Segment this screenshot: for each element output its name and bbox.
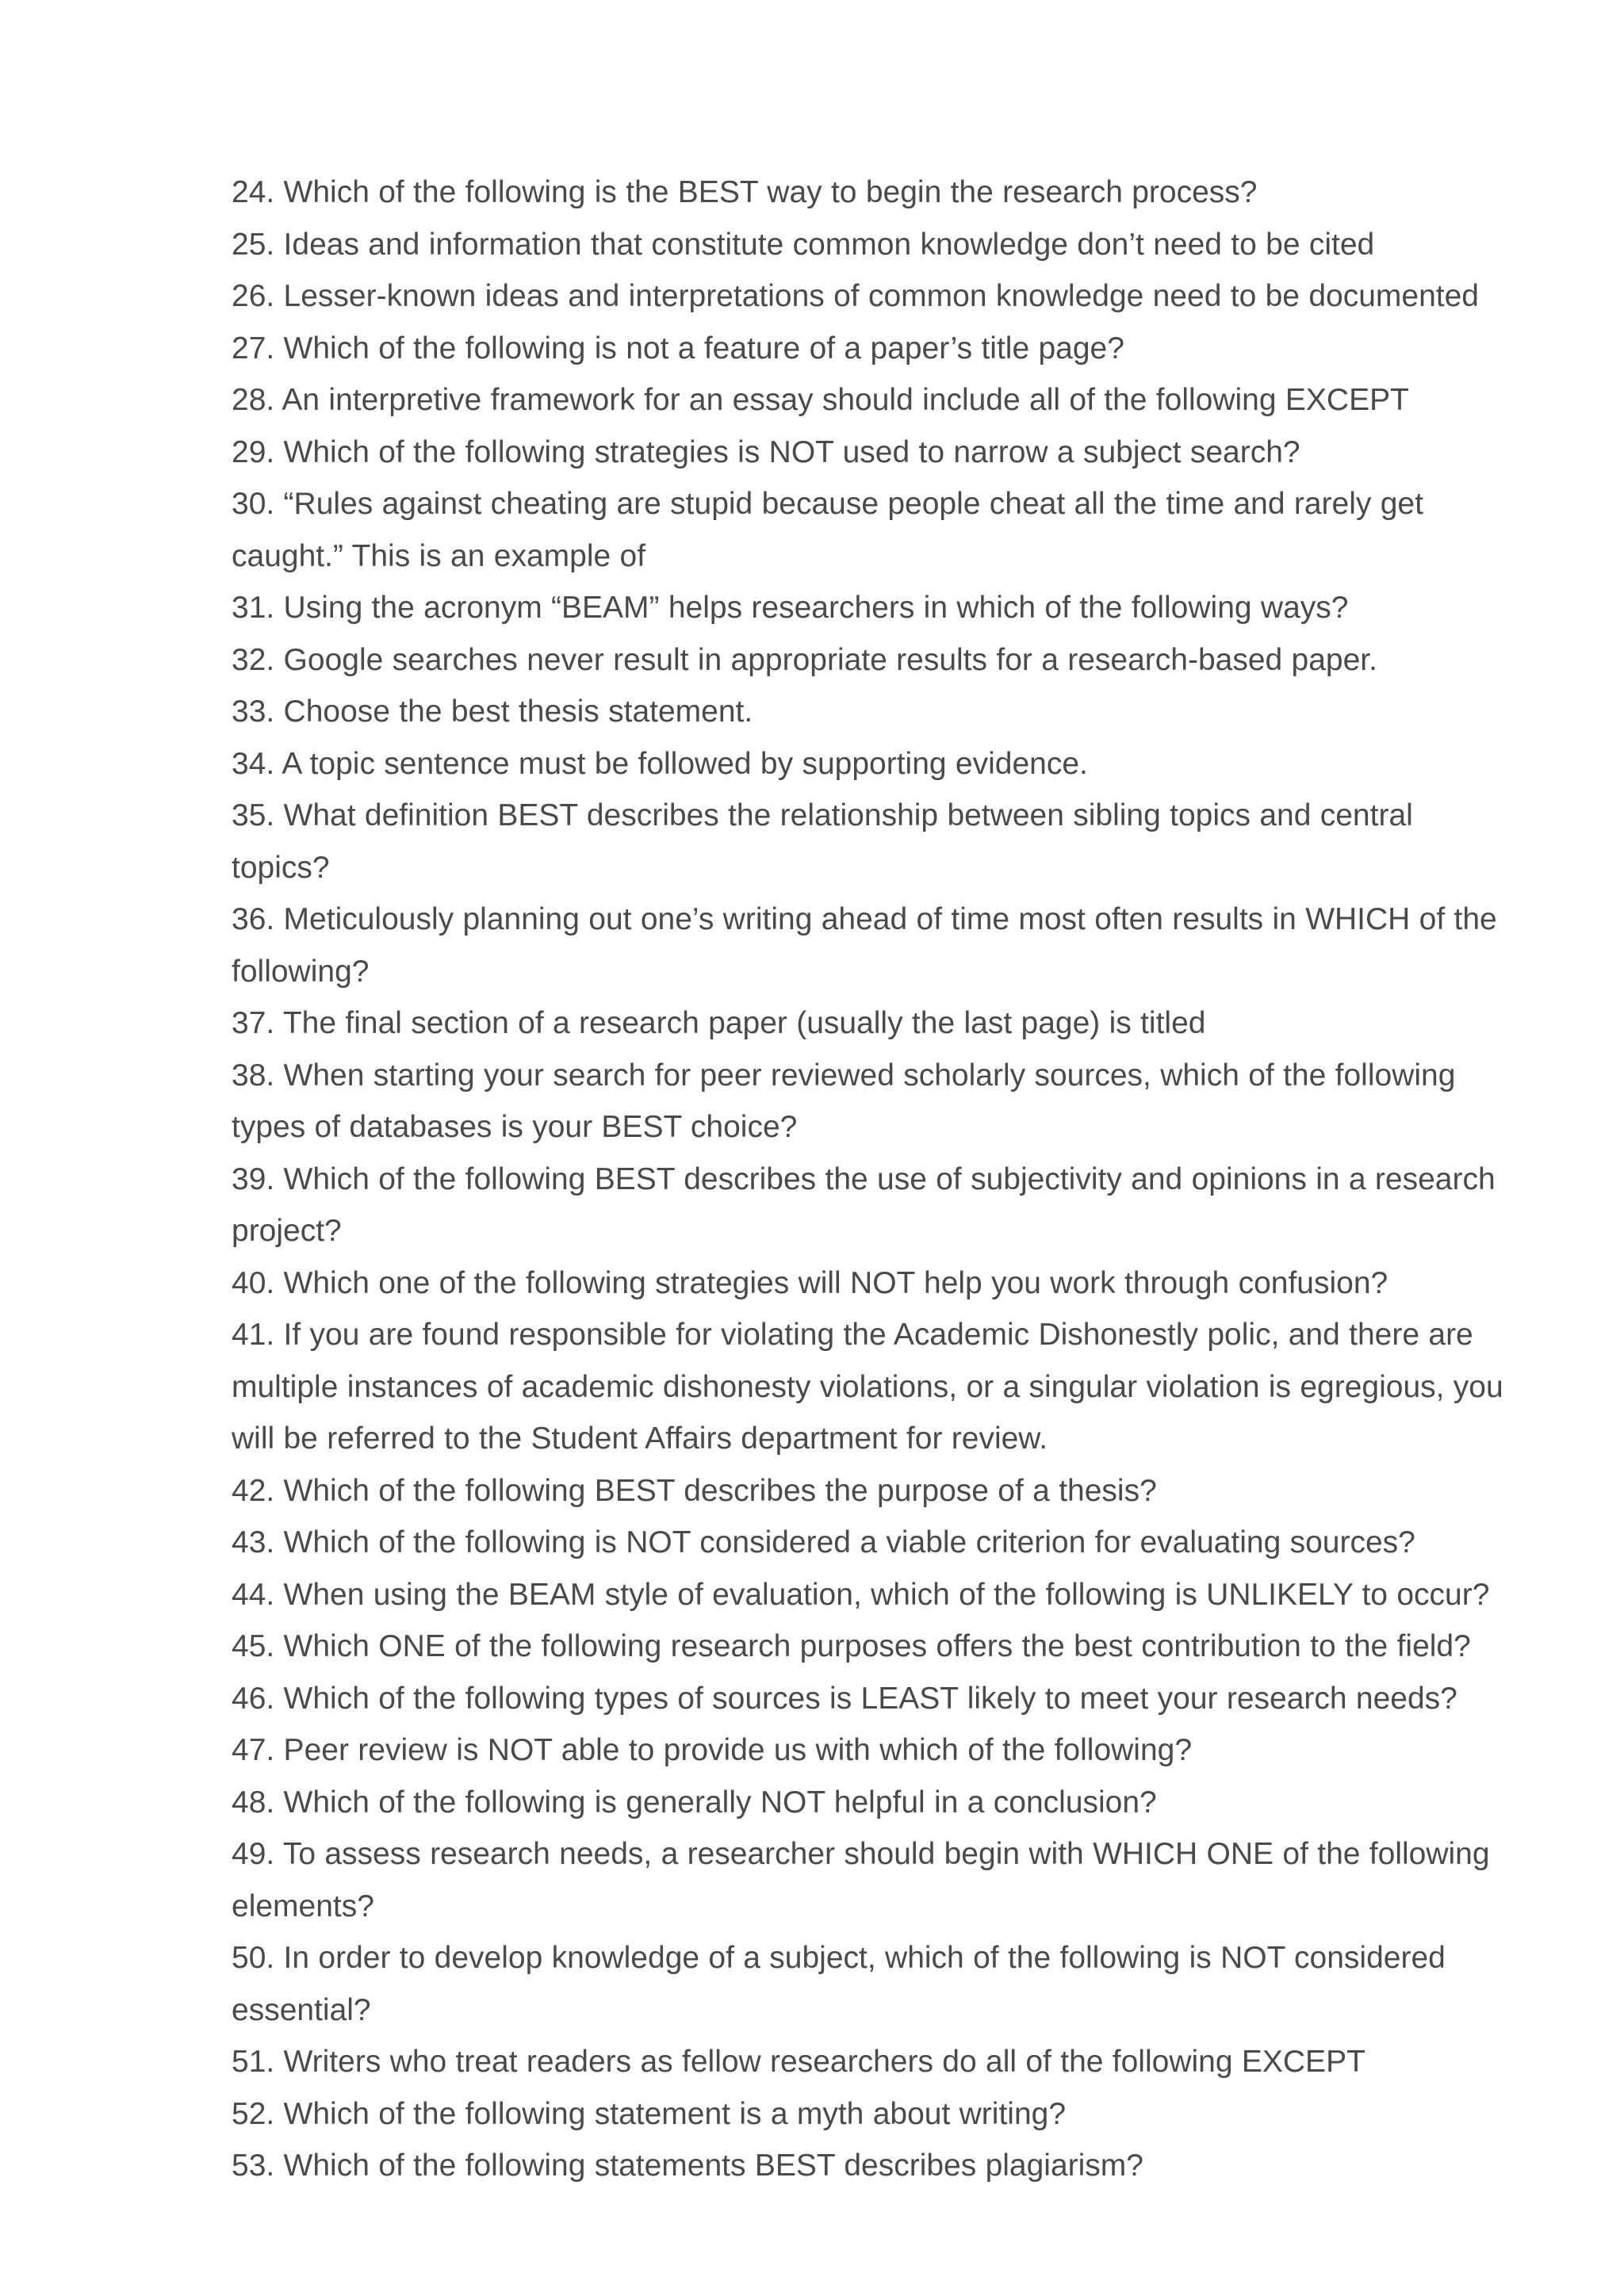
question-list: [232, 166, 1516, 2192]
question-item: 31. Using the acronym “BEAM” helps researchers in which of the following ways?: [232, 591, 1349, 625]
question-item: 29. Which of the following strategies is NOT used to narrow a subject search?: [232, 434, 1300, 469]
question-item: 46. Which of the following types of sources is LEAST likely to meet your research needs?: [232, 1681, 1457, 1716]
question-item: 24. Which of the following is the BEST way to begin the research process?: [232, 175, 1258, 209]
question-item: 52. Which of the following statement is a myth about writing?: [232, 2096, 1067, 2131]
question-item: 25. Ideas and information that constitute common knowledge don’t need to be cited: [232, 227, 1375, 262]
question-item: 50. In order to develop knowledge of a subject, which of the following is NOT considered essential?: [232, 1941, 1446, 2027]
question-item: 49. To assess research needs, a researcher should begin with WHICH ONE of the following elements?: [232, 1837, 1490, 1923]
question-item: 35. What definition BEST describes the relationship between sibling topics and central topics?: [232, 798, 1413, 885]
question-item: 30. “Rules against cheating are stupid because people cheat all the time and rarely get caught.” This is an example of: [232, 487, 1423, 573]
question-item: 44. When using the BEAM style of evaluation, which of the following is UNLIKELY to occur?: [232, 1577, 1490, 1612]
question-item: 34. A topic sentence must be followed by supporting evidence.: [232, 746, 1088, 781]
question-item: 45. Which ONE of the following research purposes offers the best contribution to the field?: [232, 1629, 1471, 1663]
question-item: 41. If you are found responsible for violating the Academic Dishonestly polic, and there are multiple instances of academic dishonesty violations, or a singular violation is egregious, you will be referred to the Student Affairs department for review.: [232, 1318, 1503, 1456]
question-item: 40. Which one of the following strategies will NOT help you work through confusion?: [232, 1265, 1388, 1300]
question-item: 28. An interpretive framework for an essay should include all of the following EXCEPT: [232, 383, 1409, 417]
question-item: 47. Peer review is NOT able to provide us with which of the following?: [232, 1733, 1193, 1767]
question-item: 38. When starting your search for peer reviewed scholarly sources, which of the following types of databases is your BEST choice?: [232, 1058, 1456, 1144]
question-item: 27. Which of the following is not a feature of a paper’s title page?: [232, 331, 1124, 365]
question-item: 53. Which of the following statements BEST describes plagiarism?: [232, 2149, 1143, 2183]
question-item: 43. Which of the following is NOT considered a viable criterion for evaluating sources?: [232, 1525, 1415, 1559]
question-item: 51. Writers who treat readers as fellow researchers do all of the following EXCEPT: [232, 2045, 1365, 2079]
question-item: 48. Which of the following is generally NOT helpful in a conclusion?: [232, 1785, 1157, 1820]
question-item: 26. Lesser-known ideas and interpretations of common knowledge need to be documented: [232, 279, 1479, 313]
question-item: 36. Meticulously planning out one’s writing ahead of time most often results in WHICH of the following?: [232, 902, 1497, 989]
question-item: 42. Which of the following BEST describes the purpose of a thesis?: [232, 1473, 1157, 1508]
question-item: 33. Choose the best thesis statement.: [232, 695, 753, 729]
question-item: 37. The final section of a research paper (usually the last page) is titled: [232, 1006, 1206, 1040]
question-item: 32. Google searches never result in appropriate results for a research-based paper.: [232, 642, 1377, 677]
question-item: 39. Which of the following BEST describes the use of subjectivity and opinions in a research project?: [232, 1161, 1496, 1248]
